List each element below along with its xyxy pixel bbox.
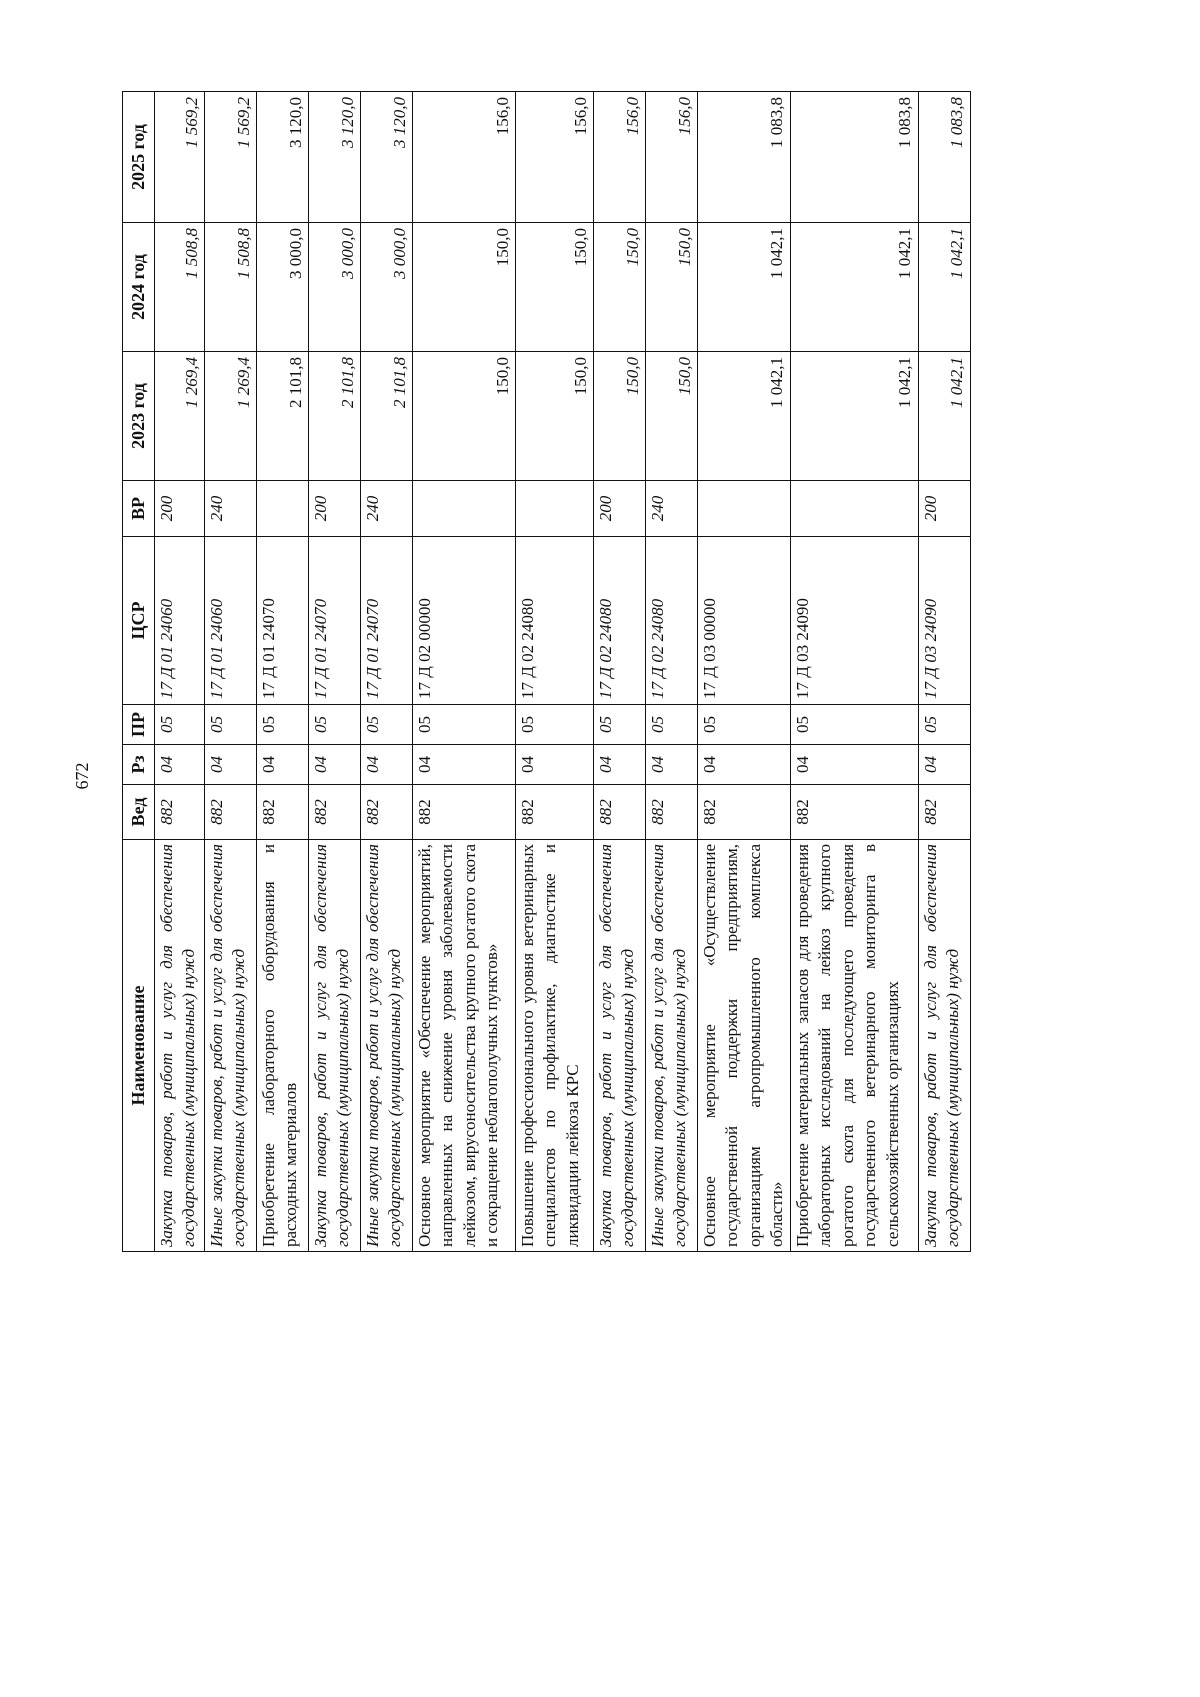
- cell-name: Закупка товаров, работ и услуг для обеспечения государственных (муниципальных) нужд: [309, 840, 361, 1252]
- cell-2023: 2 101,8: [257, 352, 309, 481]
- cell-2024: 3 000,0: [257, 223, 309, 352]
- cell-2025: 3 120,0: [309, 92, 361, 223]
- cell-name: Закупка товаров, работ и услуг для обеспечения государственных (муниципальных) нужд: [594, 840, 646, 1252]
- col-header-pr: ПР: [123, 705, 155, 745]
- cell-vr: [790, 481, 918, 537]
- cell-2024: 150,0: [516, 223, 594, 352]
- cell-vr: 240: [361, 481, 413, 537]
- table-row: [646, 92, 698, 1252]
- cell-csr: 17 Д 01 24070: [309, 537, 361, 705]
- cell-name: Иные закупки товаров, работ и услуг для обеспечения государственных (муниципальных) нужд: [205, 840, 257, 1252]
- cell-pr: 05: [646, 705, 698, 745]
- cell-name: Основное мероприятие «Обеспечение мероприятий, направленных на снижение уровня заболеваемости лейкозом, вирусоносительства крупного рогатого скота и сокращение неблагополучных пунктов»: [413, 840, 516, 1252]
- cell-2025: 156,0: [413, 92, 516, 223]
- cell-pr: 05: [698, 705, 791, 745]
- table-row: [918, 92, 970, 1252]
- table-row: [594, 92, 646, 1252]
- table-row: [155, 92, 205, 1252]
- cell-rz: 04: [205, 745, 257, 785]
- cell-2025: 1 083,8: [918, 92, 970, 223]
- col-header-2024: 2024 год: [123, 223, 155, 352]
- cell-csr: 17 Д 03 24090: [790, 537, 918, 705]
- cell-csr: 17 Д 02 24080: [594, 537, 646, 705]
- cell-2024: 3 000,0: [309, 223, 361, 352]
- cell-2023: 1 042,1: [918, 352, 970, 481]
- cell-rz: 04: [698, 745, 791, 785]
- cell-csr: 17 Д 02 24080: [646, 537, 698, 705]
- cell-name: Закупка товаров, работ и услуг для обеспечения государственных (муниципальных) нужд: [918, 840, 970, 1252]
- cell-2025: 3 120,0: [257, 92, 309, 223]
- budget-table: [122, 91, 971, 1252]
- cell-rz: 04: [516, 745, 594, 785]
- cell-vr: [413, 481, 516, 537]
- cell-vr: 240: [205, 481, 257, 537]
- cell-csr: 17 Д 01 24060: [155, 537, 205, 705]
- cell-2023: 150,0: [594, 352, 646, 481]
- cell-vr: [516, 481, 594, 537]
- table-row: [309, 92, 361, 1252]
- cell-pr: 05: [257, 705, 309, 745]
- cell-2025: 1 083,8: [698, 92, 791, 223]
- cell-name: Основное мероприятие «Осуществление государственной поддержки предприятиям, организациям агропромышленного комплекса области»: [698, 840, 791, 1252]
- cell-rz: 04: [361, 745, 413, 785]
- cell-ved: 882: [790, 785, 918, 840]
- col-header-name: Наименование: [123, 840, 155, 1252]
- cell-2025: 156,0: [516, 92, 594, 223]
- cell-2023: 2 101,8: [309, 352, 361, 481]
- cell-rz: 04: [257, 745, 309, 785]
- cell-pr: 05: [516, 705, 594, 745]
- cell-rz: 04: [790, 745, 918, 785]
- cell-2023: 1 042,1: [698, 352, 791, 481]
- cell-2024: 1 042,1: [918, 223, 970, 352]
- table-row: [413, 92, 516, 1252]
- cell-2025: 1 569,2: [205, 92, 257, 223]
- cell-name: Закупка товаров, работ и услуг для обеспечения государственных (муниципальных) нужд: [155, 840, 205, 1252]
- col-header-csr: ЦСР: [123, 537, 155, 705]
- table-row: [361, 92, 413, 1252]
- cell-ved: 882: [257, 785, 309, 840]
- table-row: [257, 92, 309, 1252]
- cell-csr: 17 Д 03 24090: [918, 537, 970, 705]
- cell-vr: 200: [594, 481, 646, 537]
- col-header-rz: Рз: [123, 745, 155, 785]
- cell-rz: 04: [918, 745, 970, 785]
- cell-csr: 17 Д 03 00000: [698, 537, 791, 705]
- cell-ved: 882: [516, 785, 594, 840]
- cell-csr: 17 Д 01 24070: [257, 537, 309, 705]
- cell-csr: 17 Д 02 00000: [413, 537, 516, 705]
- cell-2024: 1 042,1: [698, 223, 791, 352]
- cell-2025: 156,0: [646, 92, 698, 223]
- cell-rz: 04: [155, 745, 205, 785]
- cell-ved: 882: [698, 785, 791, 840]
- cell-name: Повышение профессионального уровня ветеринарных специалистов по профилактике, диагностике и ликвидации лейкоза КРС: [516, 840, 594, 1252]
- cell-vr: 200: [309, 481, 361, 537]
- cell-pr: 05: [594, 705, 646, 745]
- cell-name: Иные закупки товаров, работ и услуг для обеспечения государственных (муниципальных) нужд: [646, 840, 698, 1252]
- cell-vr: 200: [155, 481, 205, 537]
- cell-2025: 1 083,8: [790, 92, 918, 223]
- cell-ved: 882: [646, 785, 698, 840]
- cell-ved: 882: [918, 785, 970, 840]
- table-row: [516, 92, 594, 1252]
- cell-ved: 882: [361, 785, 413, 840]
- rotated-table-wrapper: [122, 92, 967, 1252]
- cell-pr: 05: [155, 705, 205, 745]
- cell-ved: 882: [594, 785, 646, 840]
- table-row: [698, 92, 791, 1252]
- cell-2023: 1 269,4: [205, 352, 257, 481]
- cell-ved: 882: [155, 785, 205, 840]
- cell-pr: 05: [790, 705, 918, 745]
- cell-rz: 04: [646, 745, 698, 785]
- cell-2023: 2 101,8: [361, 352, 413, 481]
- cell-csr: 17 Д 01 24070: [361, 537, 413, 705]
- cell-rz: 04: [594, 745, 646, 785]
- cell-2024: 1 508,8: [155, 223, 205, 352]
- cell-name: Приобретение материальных запасов для проведения лабораторных исследований на лейкоз крупного рогатого скота для последующего проведения государственного ветеринарного мониторинга в сельскохозяйственных организациях: [790, 840, 918, 1252]
- col-header-ved: Вед: [123, 785, 155, 840]
- table-header-row: [123, 92, 155, 1252]
- cell-2023: 1 042,1: [790, 352, 918, 481]
- cell-2024: 150,0: [646, 223, 698, 352]
- cell-2025: 3 120,0: [361, 92, 413, 223]
- cell-2025: 156,0: [594, 92, 646, 223]
- cell-2024: 150,0: [594, 223, 646, 352]
- col-header-2023: 2023 год: [123, 352, 155, 481]
- cell-csr: 17 Д 02 24080: [516, 537, 594, 705]
- col-header-2025: 2025 год: [123, 92, 155, 223]
- cell-2024: 3 000,0: [361, 223, 413, 352]
- cell-vr: 240: [646, 481, 698, 537]
- cell-vr: 200: [918, 481, 970, 537]
- cell-rz: 04: [309, 745, 361, 785]
- col-header-vr: ВР: [123, 481, 155, 537]
- cell-2023: 1 269,4: [155, 352, 205, 481]
- cell-pr: 05: [205, 705, 257, 745]
- cell-2023: 150,0: [413, 352, 516, 481]
- page-number: 672: [72, 762, 92, 790]
- cell-2024: 150,0: [413, 223, 516, 352]
- cell-ved: 882: [309, 785, 361, 840]
- cell-pr: 05: [918, 705, 970, 745]
- cell-2023: 150,0: [646, 352, 698, 481]
- cell-name: Иные закупки товаров, работ и услуг для обеспечения государственных (муниципальных) нужд: [361, 840, 413, 1252]
- table-row: [205, 92, 257, 1252]
- cell-2024: 1 042,1: [790, 223, 918, 352]
- cell-ved: 882: [413, 785, 516, 840]
- cell-name: Приобретение лабораторного оборудования и расходных материалов: [257, 840, 309, 1252]
- cell-pr: 05: [361, 705, 413, 745]
- cell-vr: [698, 481, 791, 537]
- cell-pr: 05: [309, 705, 361, 745]
- cell-pr: 05: [413, 705, 516, 745]
- cell-vr: [257, 481, 309, 537]
- cell-csr: 17 Д 01 24060: [205, 537, 257, 705]
- table-row: [790, 92, 918, 1252]
- cell-ved: 882: [205, 785, 257, 840]
- cell-2024: 1 508,8: [205, 223, 257, 352]
- cell-rz: 04: [413, 745, 516, 785]
- cell-2025: 1 569,2: [155, 92, 205, 223]
- cell-2023: 150,0: [516, 352, 594, 481]
